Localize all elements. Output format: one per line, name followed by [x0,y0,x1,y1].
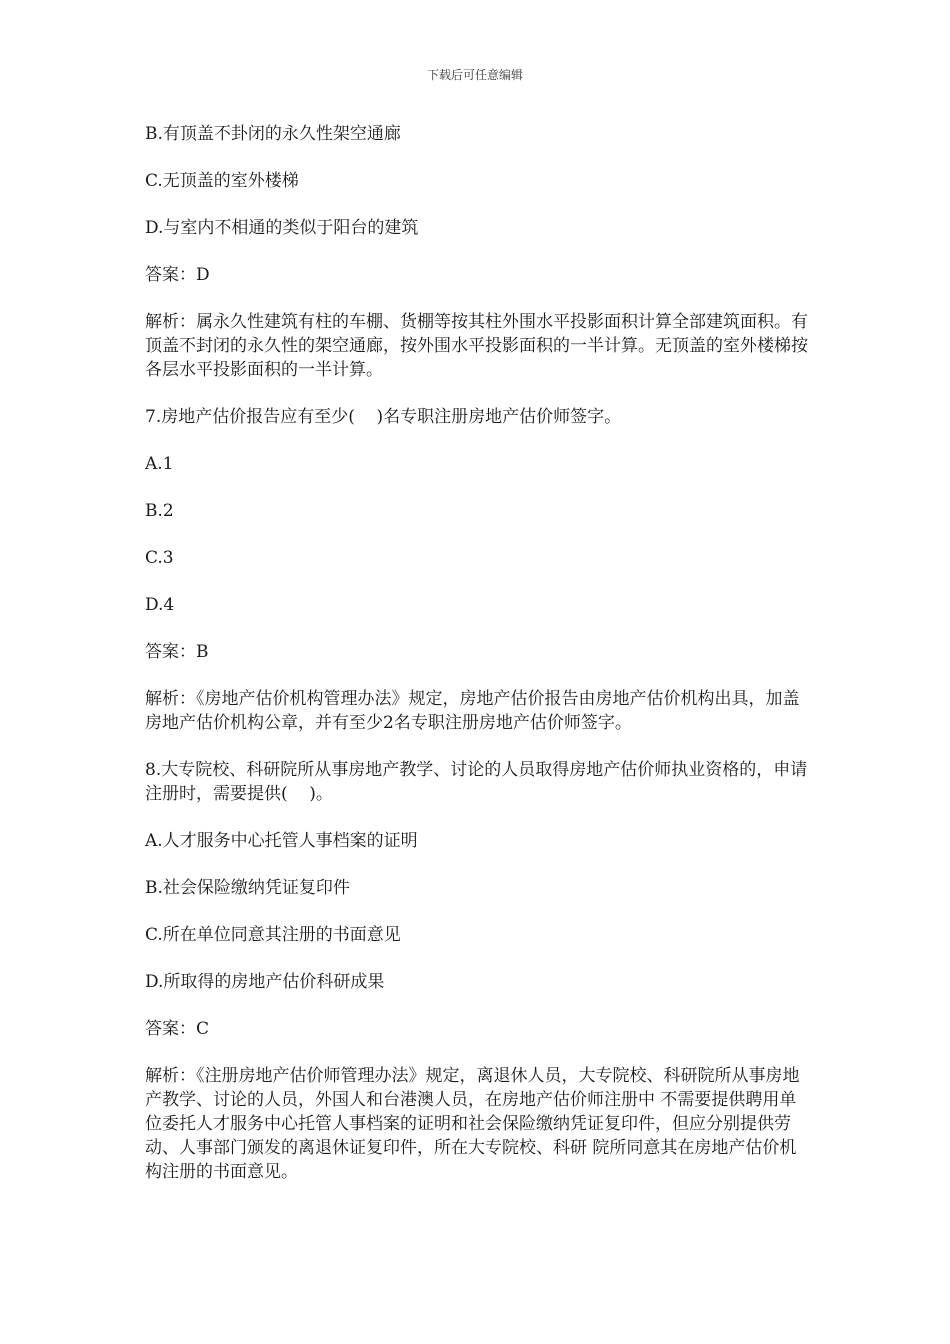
page-header: 下载后可任意编辑 [426,68,523,82]
q8-question: 8.大专院校、科研院所从事房地产教学、讨论的人员取得房地产估价师执业资格的，申请注册时，需要提供( )。 [145,760,808,804]
q6-option-d: D.与室内不相通的类似于阳台的建筑 [145,218,419,238]
q7-question: 7.房地产估价报告应有至少( )名专职注册房地产估价师签字。 [145,407,622,427]
q6-answer: 答案：D [145,265,210,285]
q7-option-d: D.4 [145,595,175,615]
q6-option-c: C.无顶盖的室外楼梯 [145,171,299,191]
q7-option-c: C.3 [145,548,174,568]
q8-option-a: A.人才服务中心托管人事档案的证明 [145,831,418,851]
q7-option-a: A.1 [145,454,174,474]
document-body [145,122,810,1207]
q7-answer: 答案：B [145,642,209,662]
q8-option-d: D.所取得的房地产估价科研成果 [145,972,385,992]
q6-explanation: 解析：属永久性建筑有柱的车棚、货棚等按其柱外围水平投影面积计算全部建筑面积。有顶盖不封闭的永久性的架空通廊，按外围水平投影面积的一半计算。无顶盖的室外楼梯按各层水平投影面积的一半计算。 [145,312,808,380]
q6-option-b: B.有顶盖不卦闭的永久性架空通廊 [145,124,401,144]
q7-option-b: B.2 [145,501,174,521]
q8-explanation: 解析：《注册房地产估价师管理办法》规定，离退休人员，大专院校、科研院所从事房地产教学、讨论的人员，外国人和台港澳人员，在房地产估价师注册中 不需要提供聘用单位委托人才服务中心托管人事档案的证明和社会保险缴纳凭证复印件，但应分别提供劳动、人事部门颁发的离退休证复印件，所在大专院校、科研 院所同意其在房地产估价机构注册的书面意见。 [145,1066,800,1182]
q8-option-b: B.社会保险缴纳凭证复印件 [145,878,350,898]
q8-option-c: C.所在单位同意其注册的书面意见 [145,925,401,945]
q7-explanation: 解析：《房地产估价机构管理办法》规定，房地产估价报告由房地产估价机构出具，加盖房地产估价机构公章，并有至少2名专职注册房地产估价师签字。 [145,689,800,733]
q8-answer: 答案：C [145,1019,210,1039]
